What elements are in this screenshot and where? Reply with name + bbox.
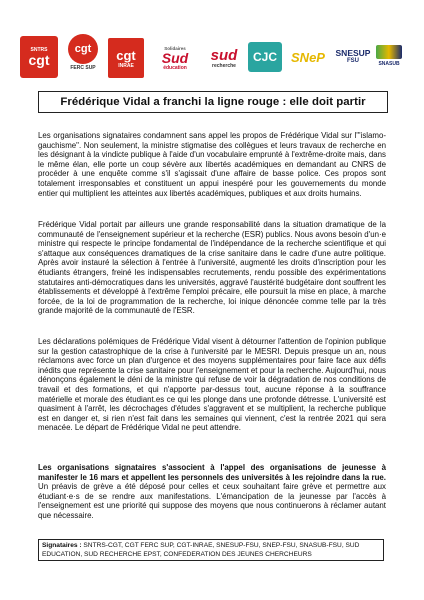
ferc-cgt-label: cgt xyxy=(74,42,92,55)
signatories-box xyxy=(38,539,384,561)
page-title: Frédérique Vidal a franchi la ligne rouge : elle doit partir xyxy=(60,96,366,108)
signatories-list: SNTRS-CGT, CGT FERC SUP, CGT-INRAE, SNESUP-FSU, SNEP-FSU, SNASUB-FSU, SUD EDUCATION, SUD RECHERCHE EPST, CONFEDERATION DES JEUNES CHERCHEURS xyxy=(42,542,360,558)
logo-banner xyxy=(20,28,404,83)
sntrs-cgt-logo xyxy=(20,36,58,78)
paragraph-1: Les organisations signataires condamnent sans appel les propos de Frédérique Vidal sur l'"islamo-gauchisme". Non seulement, la ministre stigmatise des collègues et leurs travaux de recherche en les désignant à la vindicte publique à l'aide d'un vocabulaire emprunté à l'extrême-droite mais, dans le même élan, elle porte un coup sévère aux libertés académiques en demandant au CNRS de procéder à une enquête comme s'il s'agissait d'une affaire de basse police. Ces propos sont totalement irresponsables et constituent un appui inespéré pour les gouvernements du monde entier qui multiplient les atteintes aux libertés académiques, publiques et aux droits humains. xyxy=(38,131,386,198)
cgt-inrae-logo xyxy=(108,38,144,78)
fsu-label: FSU xyxy=(347,58,359,64)
snep-fsu-logo xyxy=(286,42,330,72)
paragraph-4-bold: Les organisations signataires s'associent à l'appel des organisations de jeunesse à manifester le 16 mars et appellent les personnels des universités à les rejoindre dans la rue. xyxy=(38,463,386,482)
snasub-fsu-logo xyxy=(374,40,404,72)
snesup-fsu-logo xyxy=(334,38,372,74)
education-label: éducation xyxy=(163,64,187,71)
paragraph-2: Frédérique Vidal portait par ailleurs une grande responsabilité dans la situation dramatique de la communauté de l'enseignement supérieur et la recherche (ESR) publics. Nous avons besoin d'un·e ministre qui respecte le principe fondamental de l'indépendance de la recherche scientifique et qui s'attaque aux conséquences dramatiques de la crise sanitaire dans le cadre d'une autre politique. Après avoir instauré la sélection à l'entrée à l'université, augmenté les droits d'inscription pour les étudiants étrangers, freiné les indispensables recrutements, rendu possible des expérimentations statutaires anti-démocratiques dans les universités, aggravé l'austérité budgétaire dont souffrent les établissements et développé à l'extrême l'emploi précaire, elle poursuit la mise en place, à marche forcée, de la loi de programmation de la recherche, loi inique dénoncée comme telle par la très grande majorité de la communauté de l'ESR. xyxy=(38,220,386,316)
cjc-label: CJC xyxy=(252,50,277,64)
signatories-label: Signataires : xyxy=(42,542,82,549)
sud-recherche-logo xyxy=(204,40,244,76)
cjc-logo xyxy=(248,42,282,72)
paragraph-3: Les déclarations polémiques de Frédérique Vidal visent à détourner l'attention de l'opinion publique sur la gestion catastrophique de la crise à l'université par le MESRI. Depuis presque un an, nous réclamons avec force un plan d'urgence et des moyens supplémentaires pour faire face aux défis inédits que représente la crise sanitaire pour l'enseignement et pour la recherche. Aujourd'hui, nous dénonçons également le déni de la ministre qui refuse de voir la dégradation de nos conditions de travail et des formations, et qui n'apporte par-dessus tout, aucune réponse à la souffrance matérielle et morale des étudiant.es ce qui les plonge dans une profonde détresse. L'université est quasiment à l'arrêt, les décrochages d'études s'aggravent et se multiplient, la recherche publique est en danger et, si rien n'est fait dans les semaines qui viennent, c'est la rentrée 2021 qui sera menacée. Le départ de Frédérique Vidal ne peut attendre. xyxy=(38,337,386,433)
title-box xyxy=(38,91,388,113)
inrae-label: INRAE xyxy=(118,62,134,69)
snesup-label: SNESUP xyxy=(335,48,371,58)
recherche-label: recherche xyxy=(212,62,236,69)
snasub-emblem xyxy=(376,45,402,59)
sud-education-logo xyxy=(152,40,198,76)
sud-education-main-label: Sud xyxy=(161,49,189,66)
sntrs-label: SNTRS xyxy=(30,47,48,53)
solidaires-label: Solidaires xyxy=(164,45,186,51)
paragraph-4 xyxy=(38,463,386,521)
ferc-sup-label: FERC SUP xyxy=(70,64,96,71)
ferc-cgt-logo xyxy=(64,28,102,76)
paragraph-4-rest: Un préavis de grève a été déposé pour celles et ceux souhaitant faire grève et permettre aux étudiant·e·s de se rendre aux manifestations. L'émancipation de la jeunesse par l'accès à l'enseignement est une priorité qui suppose des moyens que nous continuerons à réclamer autant que nécessaire. xyxy=(38,482,386,520)
snep-label: SNeP xyxy=(291,49,325,65)
snasub-label: SNASUB xyxy=(378,61,400,67)
sud-recherche-main-label: sud xyxy=(210,46,238,64)
cgt-label: cgt xyxy=(28,52,50,68)
inrae-cgt-label: cgt xyxy=(116,47,136,63)
ferc-cgt-emblem xyxy=(68,34,98,64)
